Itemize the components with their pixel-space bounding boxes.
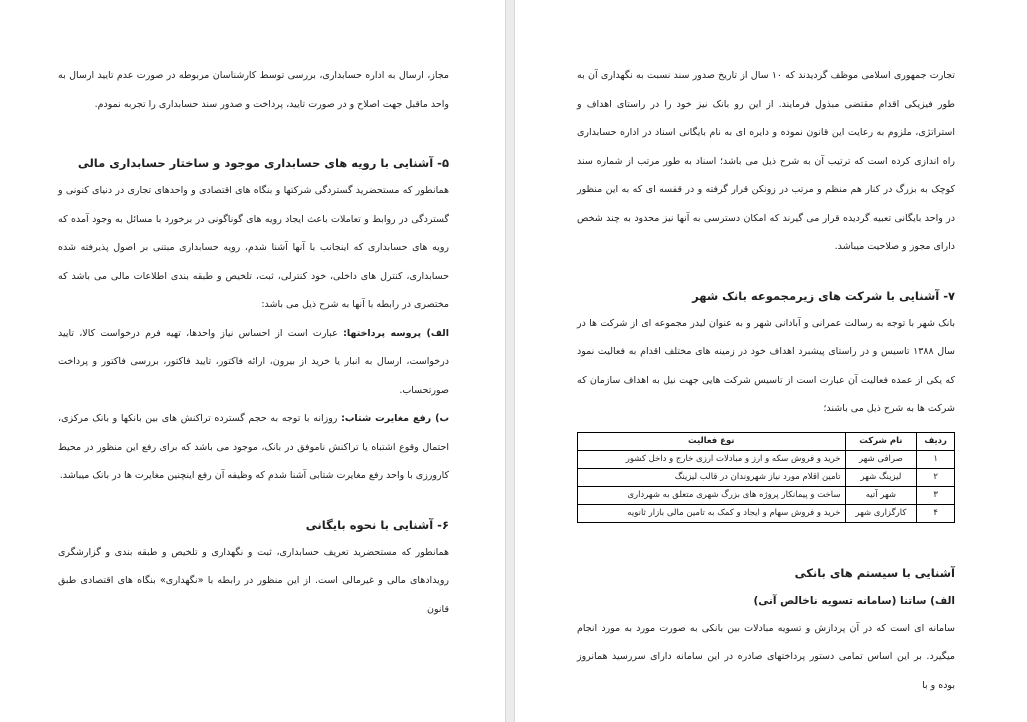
table-cell: ساخت و پیمانکار پروژه های بزرگ شهری متعلق به شهرداری xyxy=(578,486,846,504)
table-cell: تامین اقلام مورد نیاز شهروندان در قالب لیزینگ xyxy=(578,468,846,486)
paragraph: مجاز، ارسال به اداره حسابداری، بررسی توسط کارشناسان مربوطه در صورت عدم تایید ارسال به واحد ماقبل جهت اصلاح و در صورت تایید، پرداخت و صدور سند حسابداری را تجربه نمودم. xyxy=(58,70,449,110)
table-header: نام شرکت xyxy=(845,432,917,450)
item-b-text: روزانه با توجه به حجم گسترده تراکنش های بین بانکها و بانک مرکزی، احتمال وقوع اشتباه یا تراکنش ناموفق در بانک، موجود می باشد که برای رفع این منظور در محیط کارورزی با واحد رفع مغایرت شتابی آشنا شدم که وظیفه آن رفع اینچنین مغایرت ها در بانک میباشد. xyxy=(58,413,449,481)
item-a-text: عبارت است از احساس نیاز واحدها، تهیه فرم درخواست کالا، تایید درخواست، ارسال به انبار یا خرید از بیرون، ارائه فاکتور، تایید فاکتور، بررسی فاکتور و پرداخت صورتحساب. xyxy=(58,327,449,396)
table-cell: ۴ xyxy=(917,504,955,522)
banking-systems-heading: آشنایی با سیستم های بانکی xyxy=(794,565,955,580)
item-b-label: ب) رفع مغایرت شتاب: xyxy=(341,413,449,424)
item-a-paragraph xyxy=(58,320,449,406)
item-b-paragraph xyxy=(58,405,449,491)
paragraph: تجارت جمهوری اسلامی موظف گردیدند که ۱۰ سال از تاریخ صدور سند نسبت به نگهداری آن به طور فیزیکی اقدام مقتضی مبذول فرمایند. از این رو بانک نیز خود را در راستای اهداف و استراتژی، ملزوم به رعایت این قانون نموده و دایره ای به نام بایگانی اسناد در اداره حسابداری راه اندازی کرده است که ترتیب آن به شرح ذیل می باشد؛ اسناد به طور مرتب از شماره سند کوچک به بزرگ در کنار هم منظم و مرتب در زونکن قرار گرفته و در قفسه ای که به این منظور در واحد بایگانی تعبیه گردیده قرار می گیرند که امکان دسترسی به آنها نیز محدود به چند شخص دارای مجوز و صلاحیت میباشد. xyxy=(577,70,955,252)
page-gutter xyxy=(505,0,515,722)
paragraph: همانطور که مستحضرید گستردگی شرکتها و بنگاه های اقتصادی و واحدهای تجاری در دنیای کنونی و گستردگی در روابط و تعاملات باعث ایجاد رویه های گوناگونی در برخورد با مسائل به وجود آمده که رویه های حسابداری که اینجانب با آنها آشنا شدم، رویه حسابداری مبتنی بر اصول پذیرفته شده حسابداری، کنترل های داخلی، خود کنترلی، ثبت، تلخیص و طبقه بندی اطلاعات مالی می باشد که مختصری در رابطه با آنها به شرح ذیل می باشد: xyxy=(58,185,449,310)
section-heading-6: ۶- آشنایی با نحوه بایگانی xyxy=(305,517,449,532)
table-row xyxy=(578,450,955,468)
paragraph: بانک شهر با توجه به رسالت عمرانی و آبادانی شهر و به عنوان لیدر مجموعه ای از شرکت ها در سال ۱۳۸۸ تاسیس و در راستای پیشبرد اهداف خود در زمینه های مختلف اقدام به فعالیت نمود که یکی از عمده فعالیت آن عبارت است از تاسیس شرکت هایی جهت نیل به اهداف سازمان که شرکت ها به شرح ذیل می باشند؛ xyxy=(577,317,955,414)
left-page-content xyxy=(58,62,449,624)
table-row xyxy=(578,504,955,522)
right-page xyxy=(515,0,1027,722)
table-header: نوع فعالیت xyxy=(578,432,846,450)
right-page-content xyxy=(577,62,955,700)
section-heading-5: ۵- آشنایی با رویه های حسابداری موجود و ساختار حسابداری مالی xyxy=(77,156,449,170)
item-a-label: الف) پروسه پرداختها: xyxy=(343,327,449,339)
table-cell: ۱ xyxy=(917,450,955,468)
table-cell: خرید و فروش سهام و ایجاد و کمک به تامین مالی بازار ثانویه xyxy=(578,504,846,522)
table-cell: کارگزاری شهر xyxy=(845,504,917,522)
table-cell: ۲ xyxy=(917,468,955,486)
satna-heading: الف) ساتنا (سامانه تسویه ناخالص آنی) xyxy=(753,594,955,607)
table-cell: خرید و فروش سکه و ارز و مبادلات ارزی خارج و داخل کشور xyxy=(578,450,846,468)
table-cell: ۳ xyxy=(917,486,955,504)
table-cell: لیزینگ شهر xyxy=(845,468,917,486)
section-heading-7: ۷- آشنایی با شرکت های زیرمجموعه بانک شهر xyxy=(692,288,955,303)
table-cell: شهر آتیه xyxy=(845,486,917,504)
table-cell: صرافی شهر xyxy=(845,450,917,468)
subsidiaries-table xyxy=(577,432,955,523)
table-row xyxy=(578,468,955,486)
table-row xyxy=(578,486,955,504)
table-header: ردیف xyxy=(917,432,955,450)
paragraph: سامانه ای است که در آن پردازش و تسویه مبادلات بین بانکی به صورت مورد به مورد انجام میگیرد. بر این اساس تمامی دستور پرداختهای صادره در این سامانه دارای سررسید همانروز بوده و با xyxy=(577,622,955,691)
table-header-row xyxy=(578,432,955,450)
left-page xyxy=(0,0,505,722)
paragraph: همانطور که مستحضرید تعریف حسابداری، ثبت و نگهداری و تلخیص و طبقه بندی و گزارشگری رویدادهای مالی و غیرمالی است. از این منظور در رابطه با «نگهداری» بنگاه های اقتصادی طبق قانون xyxy=(58,546,449,615)
